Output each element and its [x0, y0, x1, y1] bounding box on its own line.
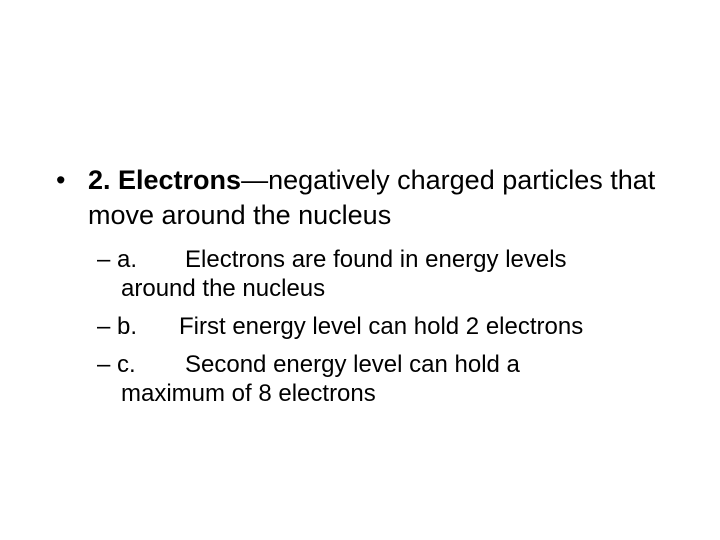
sub-bullet-marker: – a.: [97, 246, 138, 273]
sub-bullet-a: [97, 245, 697, 303]
sub-bullet-marker: – c.: [97, 351, 136, 378]
main-bullet-description: —negatively charged particles that move around the nucleus: [88, 165, 656, 230]
sub-bullet-text: First energy level can hold 2 electrons: [179, 313, 584, 340]
main-bullet-text: [56, 163, 696, 233]
sub-bullet-text: Second energy level can hold a: [185, 351, 520, 378]
sub-bullet-list: [97, 245, 697, 417]
bullet-icon: •: [56, 165, 66, 195]
main-bullet-heading: 2. Electrons: [88, 165, 242, 195]
sub-bullet-continuation: maximum of 8 electrons: [121, 380, 376, 407]
sub-bullet-text: Electrons are found in energy levels: [185, 246, 567, 273]
sub-bullet-b: [97, 312, 697, 341]
sub-bullet-marker: – b.: [97, 313, 138, 340]
main-bullet: [56, 163, 696, 233]
sub-bullet-c: [97, 350, 697, 408]
sub-bullet-continuation: around the nucleus: [121, 275, 326, 302]
